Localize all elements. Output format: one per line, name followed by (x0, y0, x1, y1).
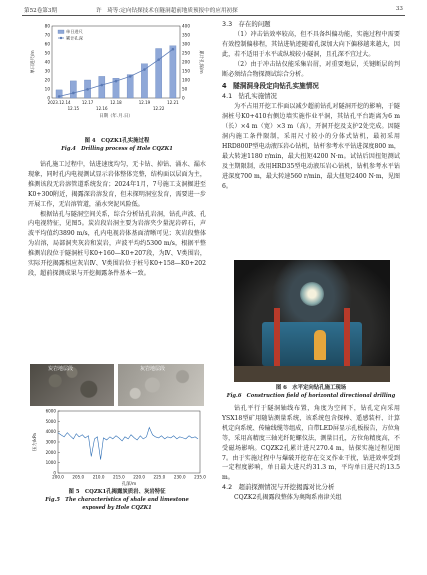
figure-5-caption-en: exposed by Hole CQZK1 (82, 505, 152, 511)
y-tick-label-left: 30 (44, 68, 50, 74)
line-point (157, 58, 160, 61)
line-point (72, 92, 75, 95)
figure-5-caption (28, 488, 206, 512)
line-point (58, 95, 61, 98)
x-axis-label: 孔深/m (121, 482, 137, 487)
paragraph: 钻孔平行于隧洞轴线布置，角度为空间下，钻孔定向采用YSX18型矿用随钻测量系统，该系统包含探棒、遥感装杆、计算机定向系统、传输线缆等组成，自带LED屏显示孔板报告，方位角等，采用高精度三轴光纤陀螺仪法，测量目孔，方位角精度高，不受磁场影响。CQZK2孔累计进尺270.4 m，钻探实施过程见图7。由于实施过程中与爆破开挖存在交叉作业干扰，钻进效率受到一定程度影响，单日最大进尺约31.3 m，平均单日进尺约13.5 m。 (222, 405, 400, 482)
y-tick-label: 3000 (45, 439, 56, 445)
figure-4-caption-en: Fig.4 Drilling process of Hole CQZK1 (61, 146, 173, 152)
y-tick-label-right: 250 (182, 50, 190, 56)
y-tick-label-left: 0 (47, 95, 50, 101)
header-rule (22, 15, 405, 16)
y-tick-label: 5000 (45, 418, 56, 424)
x-tick-label: 12.19 (138, 100, 151, 105)
y-tick-label-right: 300 (182, 41, 190, 47)
line-point (86, 88, 89, 91)
section-heading: 3.3 存在的问题 (222, 20, 271, 28)
x-tick-label: 12.17 (81, 100, 94, 105)
tunnel-floor (234, 366, 390, 382)
figure-4-caption-cn: 图 4 CQZK1孔实施过程 (84, 138, 150, 144)
drill-rig-frame (274, 308, 280, 368)
figure-6-caption-en: Fig.6 Construction field of horizontal directional drilling (226, 393, 396, 399)
section-heading: 4 隧洞洞身段定向钻孔实施情况 (222, 82, 319, 91)
y-tick-label: 1000 (45, 460, 56, 466)
legend-swatch-bar (58, 30, 64, 34)
bar (99, 76, 105, 98)
paragraph: 为不占用开挖工作面以减少超前钻孔对隧洞开挖的影响，于隧洞桩号K0+410右侧边墙实施作业平洞，其钻孔平台距离为6 m（长）×4 m（宽）×3 m（高），开洞开挖及支护2处完成。因隧洞内施工条件限制，采用尺寸较小的分体式钻机，最初采用HRD800P型电动液压岩心钻机，钻杆参考水平钻进深度800 m，最大转速1180 r/min，最大扭矩4200 N·m。试钻后因扭矩测试及主期限制，改用HRD35型电动液压岩心钻机，钻机参考水平钻进深度700 m，最大转速560 r/min，最大扭矩2400 N·m，见图6。 (222, 103, 400, 190)
line-point (115, 80, 118, 83)
x-tick-label: 12.18 (110, 100, 122, 105)
y-tick-label-left: 70 (44, 32, 50, 38)
paragraph: 钻孔施工过程中，钻进速度均匀，无卡钻、掉钻、涌水、漏水现象，同时孔内电视测试显示岩体整体完整，结构面以层面为主，推测该段无岩溶管道系统发育；2024年1月，7号施工支洞掘进至K0+300附近，揭露深岩溶发育，但未探明洞室发育，需要进一步开展工作，无岩溶管道，涌水突泥风险低。 (28, 161, 206, 208)
y-tick-label-right: 400 (182, 23, 190, 29)
x-tick-label: 220.0 (133, 474, 146, 480)
y-axis-label: 压力/kPa (33, 433, 38, 451)
figure-6-photo (234, 260, 390, 382)
x-tick-label: 230.0 (173, 474, 186, 480)
line-point (129, 75, 132, 78)
y-tick-label: 4000 (45, 429, 56, 435)
y-tick-label-left: 80 (44, 23, 50, 29)
paragraph: （2）由于冲击钻仅能采集岩屑，对重要地层，关键断层的判断必须结合物探测试综合分析。 (222, 60, 400, 78)
paragraph: 根据钻孔与隧洞空间关系，综合分析钻孔岩洞，钻孔声波、孔内电视特征，见图5。炭岩段岩洞主要为岩溶夹少量泥岩碎石，声波平均值约3890 m/s，孔内电视岩体基面清晰可见；灰岩段整体为岩溶，局部洞夹灰岩和炭岩，声波平均约5300 m/s，根据平整推测岩段位于隧洞桩号K0+160—K0+207段，为Ⅳ、Ⅴ类围岩，实际开挖揭露相应灰岩Ⅳ、Ⅴ类围岩位于桩号K0+158—K0+202段，超前探测成果与开挖揭露条件基本一致。 (28, 210, 206, 277)
y-axis-label-left: 单日进尺/m (31, 50, 36, 74)
figure-6-caption (222, 384, 400, 400)
legend-label: 累计孔深 (66, 35, 83, 41)
figure-4-caption (28, 137, 206, 153)
bar (127, 75, 133, 98)
y-tick-label-right: 150 (182, 68, 190, 74)
bar (156, 49, 162, 99)
y-tick-label-left: 60 (44, 41, 50, 47)
figure-5-caption-cn: 图 5 CQZK1孔揭露炭质岩、灰岩特征 (68, 489, 166, 495)
y-axis-label-right: 累计孔深/m (198, 50, 203, 74)
x-tick-label: 12.21 (167, 100, 179, 105)
x-axis-label: 日期（年.月.日） (99, 114, 133, 119)
page-number: 33 (395, 6, 403, 12)
figure-5-caption-en: Fig.5 The characteristics of shale and limestone (45, 497, 189, 503)
plot-frame (58, 411, 200, 473)
line-point (143, 68, 146, 71)
running-title: 许 琦等:定向钻探技术在隧洞超前地质预报中的应用初探 (96, 8, 238, 14)
paragraph: CQZK2孔揭露段整体为奥陶系南津关组 (234, 494, 342, 502)
x-tick-label: 2023.12.14 (47, 100, 71, 105)
y-tick-label-right: 100 (182, 77, 190, 83)
right-column-top (222, 20, 400, 191)
y-tick-label-right: 350 (182, 32, 190, 38)
legend-marker (60, 37, 62, 39)
subsection-heading: 4.1 钻孔实施情况 (222, 92, 277, 101)
right-column-bottom (222, 404, 400, 503)
tunnel-light (300, 282, 324, 306)
y-tick-label-right: 200 (182, 59, 190, 65)
x-tick-label: 12.16 (96, 106, 108, 111)
y-tick-label-right: 0 (182, 95, 185, 101)
x-tick-label: 200.0 (52, 474, 64, 480)
worker (314, 330, 326, 360)
figure-5-photo-limestone (118, 364, 204, 406)
x-tick-label: 215.0 (112, 474, 125, 480)
y-tick-label-left: 10 (44, 86, 50, 92)
x-tick-label: 12.22 (152, 106, 165, 111)
journal-volume: 第52卷第3期 (24, 8, 58, 14)
y-tick-label-right: 50 (182, 86, 188, 92)
x-tick-label: 225.0 (153, 474, 166, 480)
bar (70, 81, 76, 98)
x-tick-label: 235.0 (194, 474, 206, 480)
drill-rig-frame (344, 308, 350, 368)
line-point (172, 48, 175, 51)
x-tick-label: 12.15 (67, 106, 80, 111)
subsection-heading: 4.2 超前探测情况与开挖揭露对比分析 (222, 483, 335, 492)
figure-4-chart (28, 18, 206, 138)
series-line (58, 428, 198, 460)
y-tick-label: 6000 (45, 408, 56, 414)
running-header (24, 4, 403, 14)
y-tick-label: 2000 (45, 449, 56, 455)
y-tick-label-left: 20 (44, 77, 50, 83)
paragraph: （1）冲击钻效率较高，但不具备纠偏功能，实施过程中需要有效控制偏移程，其钻进轨迹随着孔深加大向下偏移越来越大，因此，若不适用于水平或纵坡较小隧洞，且孔深不宜过大。 (222, 30, 400, 58)
figure-6-caption-cn: 图 6 水平定向钻孔施工现场 (275, 385, 347, 391)
bar (170, 46, 176, 98)
figure-5-photo-shale (30, 364, 114, 406)
legend-label: 单日进尺 (66, 29, 83, 35)
figure-5-label-limestone: 灰岩地层段 (140, 366, 166, 372)
left-column-text (28, 160, 206, 279)
line-point (100, 84, 103, 87)
y-tick-label-left: 50 (44, 50, 50, 56)
figure-5-chart (28, 407, 206, 487)
x-tick-label: 210.0 (92, 474, 105, 480)
figure-5-label-shale: 炭岩地层段 (48, 366, 74, 372)
x-tick-label: 205.0 (72, 474, 85, 480)
y-tick-label-left: 40 (44, 59, 50, 65)
y-tick-label: 0 (53, 470, 56, 476)
